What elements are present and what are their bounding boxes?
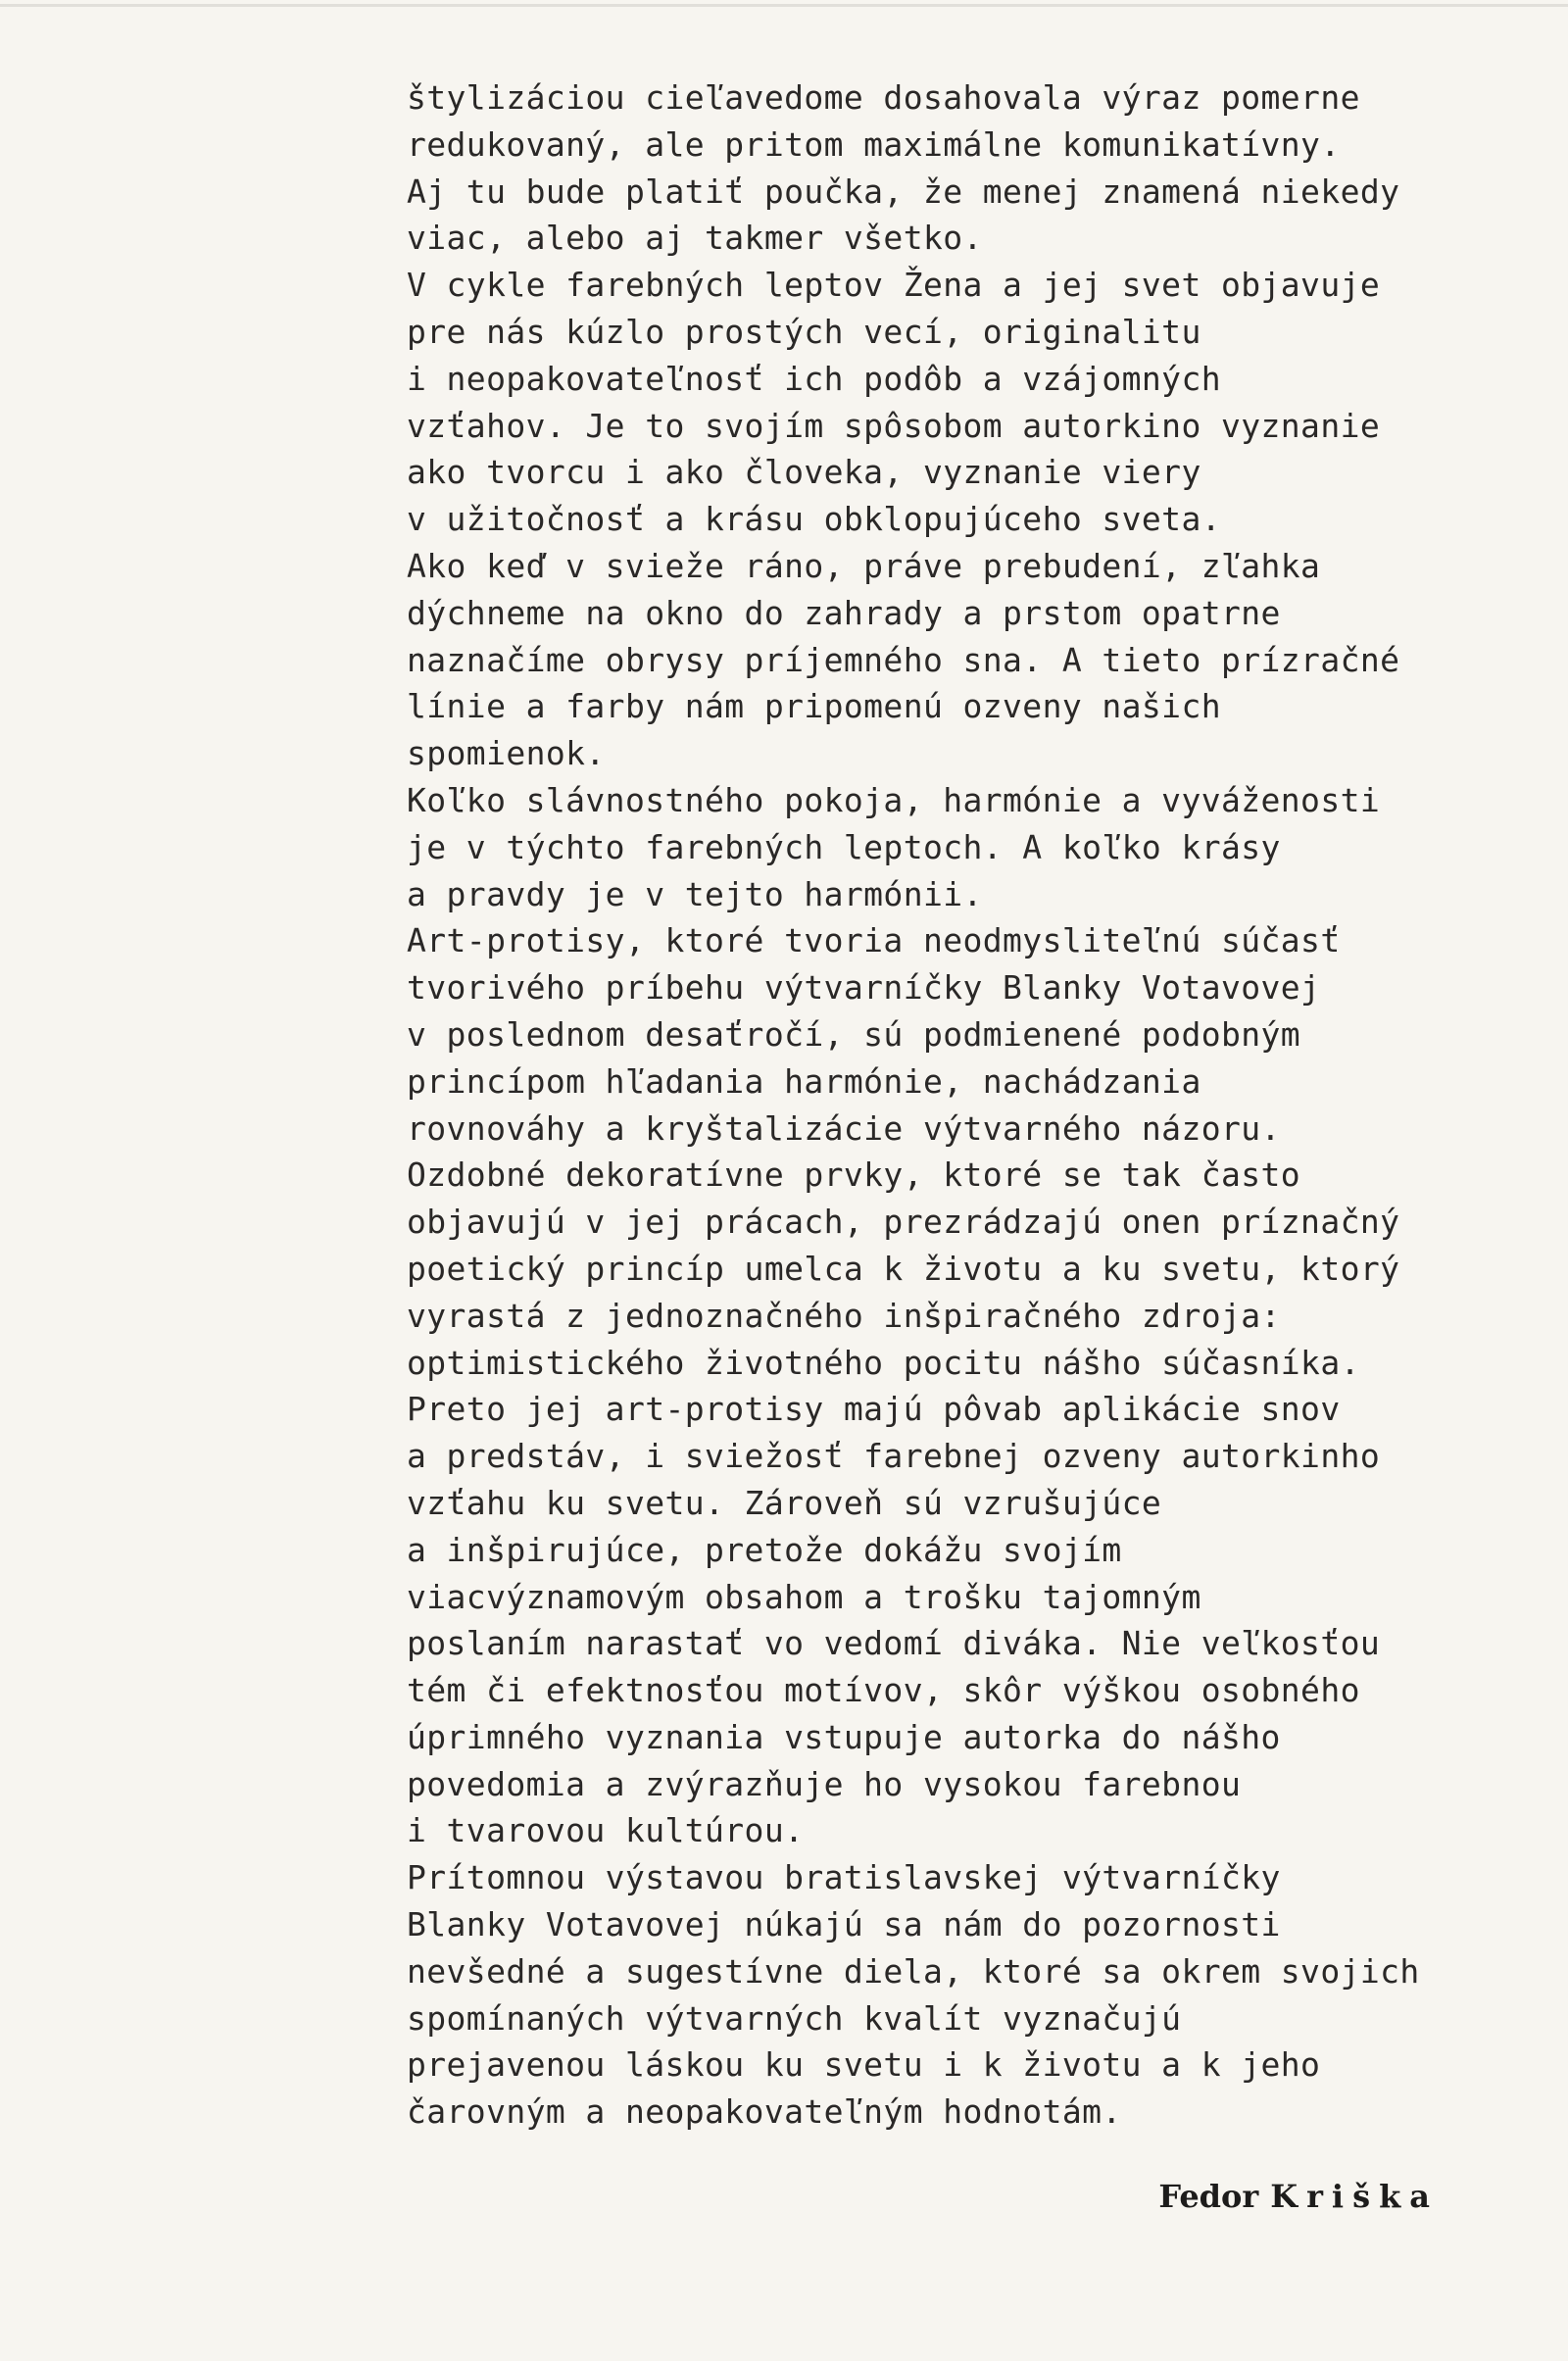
text-line: v poslednom desaťročí, sú podmienené podobným bbox=[407, 1014, 1301, 1054]
text-line: prejavenou láskou ku svetu i k životu a k jeho bbox=[407, 2045, 1321, 2085]
text-line: redukovaný, ale pritom maximálne komunikatívny. bbox=[407, 124, 1341, 164]
text-line: vzťahov. Je to svojím spôsobom autorkino vyznanie bbox=[407, 406, 1381, 445]
text-line: tvorivého príbehu výtvarníčky Blanky Votavovej bbox=[407, 968, 1321, 1008]
text-line: Ako keď v svieže ráno, práve prebudení, zľahka bbox=[407, 546, 1321, 585]
text-line: nevšedné a sugestívne diela, ktoré sa okrem svojich bbox=[407, 1951, 1420, 1991]
author-surname: Kriška bbox=[1270, 2178, 1439, 2215]
text-line: a pravdy je v tejto harmónii. bbox=[407, 874, 983, 913]
text-line: čarovným a neopakovateľným hodnotám. bbox=[407, 2092, 1122, 2132]
text-line: V cykle farebných leptov Žena a jej svet objavuje bbox=[407, 266, 1381, 305]
text-line: Koľko slávnostného pokoja, harmónie a vyváženosti bbox=[407, 780, 1381, 819]
author-first-name: Fedor bbox=[1158, 2178, 1259, 2215]
text-line: štylizáciou cieľavedome dosahovala výraz pomerne bbox=[407, 78, 1360, 117]
text-line: a predstáv, i sviežosť farebnej ozveny autorkinho bbox=[407, 1437, 1381, 1476]
text-line: ako tvorcu i ako človeka, vyznanie viery bbox=[407, 453, 1201, 492]
text-line: i tvarovou kultúrou. bbox=[407, 1811, 805, 1850]
text-line: Blanky Votavovej núkajú sa nám do pozornosti bbox=[407, 1905, 1281, 1944]
text-line: v užitočnosť a krásu obklopujúceho sveta. bbox=[407, 500, 1221, 539]
text-line: spomínaných výtvarných kvalít vyznačujú bbox=[407, 1998, 1182, 2038]
text-line: tém či efektnosťou motívov, skôr výškou osobného bbox=[407, 1671, 1360, 1710]
text-line: úprimného vyznania vstupuje autorka do nášho bbox=[407, 1717, 1281, 1756]
text-line: optimistického životného pocitu nášho súčasníka. bbox=[407, 1343, 1360, 1382]
text-line: povedomia a zvýrazňuje ho vysokou farebnou bbox=[407, 1764, 1242, 1803]
text-line: Art-protisy, ktoré tvoria neodmysliteľnú súčasť bbox=[407, 921, 1341, 960]
text-line: pre nás kúzlo prostých vecí, originalitu bbox=[407, 312, 1201, 351]
text-line: a inšpirujúce, pretože dokážu svojím bbox=[407, 1530, 1122, 1569]
text-line: poetický princíp umelca k životu a ku svetu, ktorý bbox=[407, 1249, 1400, 1288]
text-line: je v týchto farebných leptoch. A koľko krásy bbox=[407, 827, 1281, 866]
text-line: vyrastá z jednoznačného inšpiračného zdroja: bbox=[407, 1296, 1281, 1335]
text-line: objavujú v jej prácach, prezrádzajú onen príznačný bbox=[407, 1203, 1400, 1242]
text-line: i neopakovateľnosť ich podôb a vzájomných bbox=[407, 359, 1221, 398]
text-line: spomienok. bbox=[407, 734, 606, 773]
text-line: Preto jej art-protisy majú pôvab aplikácie snov bbox=[407, 1390, 1341, 1429]
page-top-edge bbox=[0, 4, 1568, 7]
article-text bbox=[407, 74, 1465, 2136]
text-line: Ozdobné dekoratívne prvky, ktoré se tak často bbox=[407, 1156, 1301, 1195]
text-line: Aj tu bude platiť poučka, že menej znamená niekedy bbox=[407, 172, 1400, 211]
author-signature bbox=[1158, 2178, 1439, 2215]
text-line: dýchneme na okno do zahrady a prstom opatrne bbox=[407, 593, 1281, 632]
text-line: viac, alebo aj takmer všetko. bbox=[407, 219, 983, 258]
text-line: línie a farby nám pripomenú ozveny našich bbox=[407, 687, 1221, 726]
text-line: poslaním narastať vo vedomí diváka. Nie veľkosťou bbox=[407, 1624, 1381, 1663]
text-line: rovnováhy a kryštalizácie výtvarného názoru. bbox=[407, 1108, 1281, 1148]
text-line: princípom hľadania harmónie, nachádzania bbox=[407, 1061, 1201, 1101]
text-line: naznačíme obrysy príjemného sna. A tieto prízračné bbox=[407, 640, 1400, 679]
text-line: viacvýznamovým obsahom a trošku tajomným bbox=[407, 1577, 1201, 1616]
text-line: vzťahu ku svetu. Zároveň sú vzrušujúce bbox=[407, 1483, 1162, 1522]
text-line: Prítomnou výstavou bratislavskej výtvarníčky bbox=[407, 1858, 1281, 1897]
